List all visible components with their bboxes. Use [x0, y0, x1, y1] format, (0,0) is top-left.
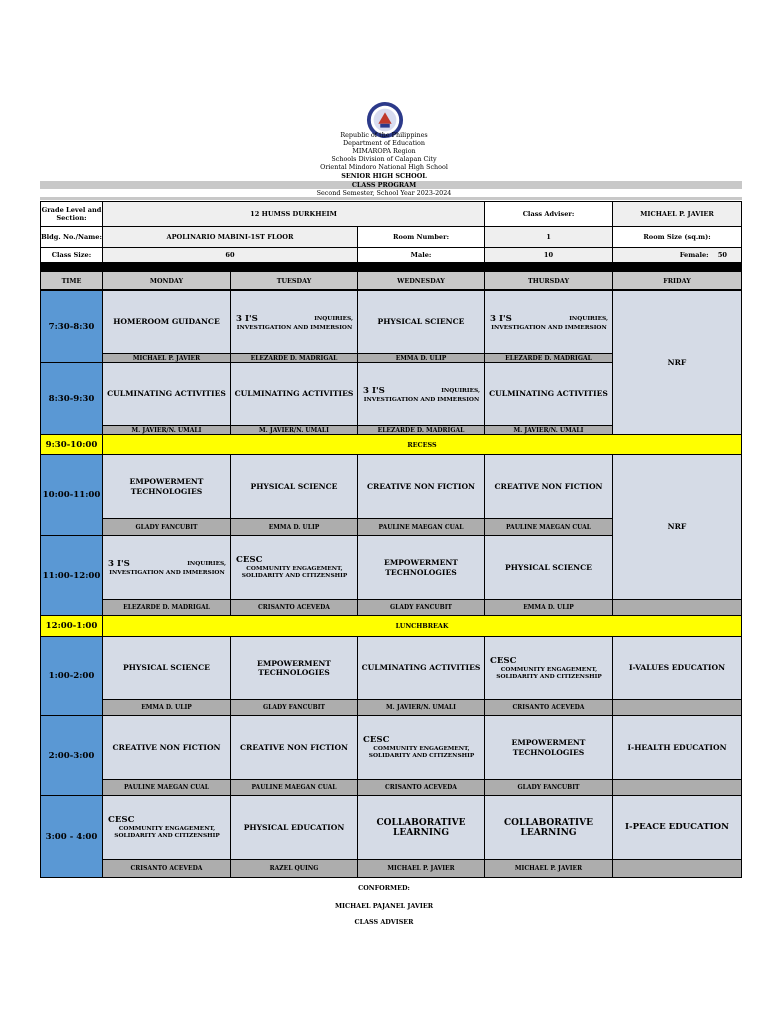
header-wednesday: WEDNESDAY [357, 271, 485, 290]
subject-cell: CULMINATING ACTIVITIES [102, 362, 231, 426]
teacher-cell: GLADY FANCUBIT [484, 779, 613, 796]
header-line: Republic of the Philippines [340, 131, 428, 139]
room-label: Room Number: [357, 226, 485, 248]
teacher-cell-empty [612, 699, 742, 716]
time-slot: 10:00-11:00 [40, 454, 103, 536]
female-field [612, 247, 742, 263]
subject-cell: I-VALUES EDUCATION [612, 636, 742, 700]
subject-subtitle: COMMUNITY ENGAGEMENT, SOLIDARITY AND CITIZENSHIP [368, 745, 475, 759]
lunch-row: LUNCHBREAK [102, 615, 742, 637]
header-line: MIMAROPA Region [352, 147, 416, 155]
subject-detail: INQUIRIES, [569, 316, 608, 322]
teacher-cell: PAULINE MAEGAN CUAL [230, 779, 358, 796]
header-line: Oriental Mindoro National High School [320, 163, 448, 171]
bldg-value: APOLINARIO MABINI-1ST FLOOR [102, 226, 358, 248]
subject-cell [102, 795, 231, 860]
subject-code: 3 I'S [490, 314, 512, 324]
bldg-label: Bldg. No./Name: [40, 226, 103, 248]
subject-subtitle: COMMUNITY ENGAGEMENT, SOLIDARITY AND CITIZENSHIP [114, 825, 220, 839]
teacher-cell: M. JAVIER/N. UMALI [102, 425, 231, 435]
adviser-label: Class Adviser: [484, 201, 613, 227]
subject-subtitle: COMMUNITY ENGAGEMENT, SOLIDARITY AND CITIZENSHIP [241, 565, 348, 579]
roomsize-label: Room Size (sq.m): [612, 226, 742, 248]
teacher-cell: M. JAVIER/N. UMALI [357, 699, 485, 716]
subject-cell: PHYSICAL SCIENCE [357, 290, 485, 354]
recess-row: RECESS [102, 434, 742, 455]
subject-code: CESC [108, 815, 135, 825]
subject-cell: I-PEACE EDUCATION [612, 795, 742, 860]
header-monday: MONDAY [102, 271, 231, 290]
female-value: 50 [717, 251, 727, 259]
subject-cell: PHYSICAL SCIENCE [484, 535, 613, 600]
teacher-cell: PAULINE MAEGAN CUAL [357, 518, 485, 536]
time-slot: 8:30-9:30 [40, 362, 103, 435]
teacher-cell: GLADY FANCUBIT [230, 699, 358, 716]
conformed-label: CONFORMED: [358, 884, 410, 892]
teacher-cell-empty [612, 779, 742, 796]
subject-cell: PHYSICAL SCIENCE [230, 454, 358, 519]
subject-cell [484, 636, 613, 700]
subject-cell [357, 362, 485, 426]
teacher-cell: MICHAEL P. JAVIER [102, 353, 231, 363]
teacher-cell: CRISANTO ACEVEDA [357, 779, 485, 796]
teacher-cell: CRISANTO ACEVEDA [102, 859, 231, 878]
signatory-name: MICHAEL PAJANEL JAVIER [334, 902, 434, 910]
subject-cell: CREATIVE NON FICTION [484, 454, 613, 519]
subject-detail: INQUIRIES, [314, 316, 353, 322]
subject-code: 3 I'S [236, 314, 258, 324]
subject-detail: INQUIRIES, [187, 561, 226, 567]
teacher-cell: GLADY FANCUBIT [102, 518, 231, 536]
subject-subtitle: INVESTIGATION AND IMMERSION [491, 324, 607, 331]
subject-cell: CULMINATING ACTIVITIES [357, 636, 485, 700]
subject-detail: INQUIRIES, [441, 388, 480, 394]
header-time: TIME [40, 271, 103, 290]
header-thursday: THURSDAY [484, 271, 613, 290]
subject-cell: COLLABORATIVE LEARNING [357, 795, 485, 860]
teacher-cell: EMMA D. ULIP [484, 599, 613, 616]
subject-code: 3 I'S [108, 559, 130, 569]
teacher-cell: ELEZARDE D. MADRIGAL [484, 353, 613, 363]
subject-code: CESC [236, 555, 263, 565]
subject-subtitle: INVESTIGATION AND IMMERSION [363, 396, 480, 403]
teacher-cell: CRISANTO ACEVEDA [230, 599, 358, 616]
semester: Second Semester, School Year 2023-2024 [316, 189, 452, 197]
subject-cell: PHYSICAL SCIENCE [102, 636, 231, 700]
school-level: SENIOR HIGH SCHOOL [341, 172, 427, 180]
male-value: 10 [484, 247, 613, 263]
subject-cell [102, 535, 231, 600]
time-slot: 11:00-12:00 [40, 535, 103, 616]
header-line: Schools Division of Calapan City [331, 155, 437, 163]
teacher-cell: PAULINE MAEGAN CUAL [102, 779, 231, 796]
teacher-cell: MICHAEL P. JAVIER [357, 859, 485, 878]
subject-code: CESC [363, 735, 390, 745]
subject-cell: EMPOWERMENT TECHNOLOGIES [102, 454, 231, 519]
subject-cell: PHYSICAL EDUCATION [230, 795, 358, 860]
separator-bar [40, 262, 742, 271]
teacher-cell: ELEZARDE D. MADRIGAL [230, 353, 358, 363]
subject-subtitle: INVESTIGATION AND IMMERSION [109, 569, 225, 576]
teacher-cell-empty [612, 859, 742, 878]
subject-cell: CREATIVE NON FICTION [230, 715, 358, 780]
teacher-cell: EMMA D. ULIP [102, 699, 231, 716]
teacher-cell: ELEZARDE D. MADRIGAL [102, 599, 231, 616]
teacher-cell: PAULINE MAEGAN CUAL [484, 518, 613, 536]
teacher-cell: CRISANTO ACEVEDA [484, 699, 613, 716]
subject-cell [230, 535, 358, 600]
time-slot: 12:00-1:00 [40, 615, 103, 637]
friday-nrf-cell: NRF [612, 290, 742, 435]
subject-cell: CREATIVE NON FICTION [102, 715, 231, 780]
subject-cell: EMPOWERMENT TECHNOLOGIES [484, 715, 613, 780]
signatory-role: CLASS ADVISER [354, 918, 414, 926]
subject-cell: EMPOWERMENT TECHNOLOGIES [357, 535, 485, 600]
subject-cell [230, 290, 358, 354]
subject-code: 3 I'S [363, 386, 385, 396]
teacher-cell: M. JAVIER/N. UMALI [484, 425, 613, 435]
header-line: Department of Education [342, 139, 426, 147]
friday-nrf-cell: NRF [612, 454, 742, 600]
subject-cell: CULMINATING ACTIVITIES [230, 362, 358, 426]
header-friday: FRIDAY [612, 271, 742, 290]
teacher-cell: MICHAEL P. JAVIER [484, 859, 613, 878]
teacher-cell-empty [612, 599, 742, 616]
classsize-label: Class Size: [40, 247, 103, 263]
subject-cell: HOMEROOM GUIDANCE [102, 290, 231, 354]
classsize-value: 60 [102, 247, 358, 263]
subject-cell: COLLABORATIVE LEARNING [484, 795, 613, 860]
subject-cell: CULMINATING ACTIVITIES [484, 362, 613, 426]
subject-cell: I-HEALTH EDUCATION [612, 715, 742, 780]
teacher-cell: RAZEL QUING [230, 859, 358, 878]
subject-cell: EMPOWERMENT TECHNOLOGIES [230, 636, 358, 700]
grade-value: 12 HUMSS DURKHEIM [102, 201, 485, 227]
teacher-cell: M. JAVIER/N. UMALI [230, 425, 358, 435]
time-slot: 7:30-8:30 [40, 290, 103, 363]
time-slot: 3:00 - 4:00 [40, 795, 103, 878]
time-slot: 9:30-10:00 [40, 434, 103, 455]
teacher-cell: GLADY FANCUBIT [357, 599, 485, 616]
adviser-value: MICHAEL P. JAVIER [612, 201, 742, 227]
header-tuesday: TUESDAY [230, 271, 358, 290]
teacher-cell: EMMA D. ULIP [357, 353, 485, 363]
subject-subtitle: COMMUNITY ENGAGEMENT, SOLIDARITY AND CITIZENSHIP [496, 666, 602, 680]
program-title: CLASS PROGRAM [351, 181, 417, 189]
grade-label: Grade Level and Section: [40, 201, 103, 227]
subject-code: CESC [490, 656, 517, 666]
divider [40, 197, 742, 200]
time-slot: 1:00-2:00 [40, 636, 103, 716]
time-slot: 2:00-3:00 [40, 715, 103, 796]
teacher-cell: EMMA D. ULIP [230, 518, 358, 536]
male-label: Male: [357, 247, 485, 263]
teacher-cell: ELEZARDE D. MADRIGAL [357, 425, 485, 435]
subject-cell [484, 290, 613, 354]
room-value: 1 [484, 226, 613, 248]
female-label: Female: [679, 251, 709, 259]
subject-subtitle: INVESTIGATION AND IMMERSION [236, 324, 353, 331]
subject-cell: CREATIVE NON FICTION [357, 454, 485, 519]
subject-cell [357, 715, 485, 780]
